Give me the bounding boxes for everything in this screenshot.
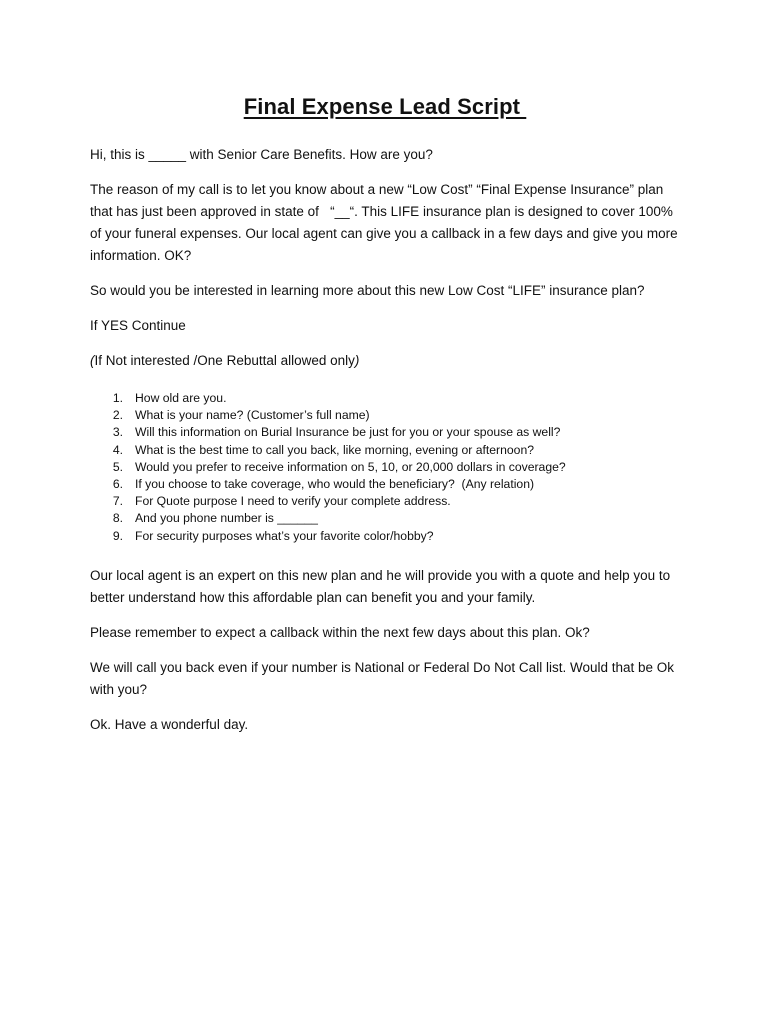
document-title: Final Expense Lead Script <box>243 94 527 119</box>
agent-expert-paragraph: Our local agent is an expert on this new plan and he will provide you with a quote and help you to better understand how this affordable plan can benefit you and your family. <box>90 567 671 605</box>
rebuttal-close-paren: ) <box>354 353 360 368</box>
rebuttal-open-paren: ( <box>90 353 95 368</box>
list-item-text: What is the best time to call you back, like morning, evening or afternoon? <box>135 442 535 457</box>
reason-paragraph: The reason of my call is to let you know about a new “Low Cost” “Final Expense Insurance” plan that has just been approved in state of “__“. This LIFE insurance plan is designed to cover 100% of your funeral expenses. Our local agent can give you a callback in a few days and give you more information. OK? <box>90 182 678 263</box>
list-item-text: What is your name? (Customer’s full name) <box>135 408 370 423</box>
list-item-number: 2. <box>112 408 123 423</box>
if-yes-instruction: If YES Continue <box>90 318 186 333</box>
list-item-text: If you choose to take coverage, who would the beneficiary? (Any relation) <box>135 477 535 492</box>
callback-reminder-paragraph: Please remember to expect a callback within the next few days about this plan. Ok? <box>90 624 590 640</box>
list-item-number: 3. <box>112 425 123 440</box>
list-item <box>90 424 680 441</box>
list-item-number: 8. <box>112 511 123 526</box>
list-item-text: Would you prefer to receive information on 5, 10, or 20,000 dollars in coverage? <box>135 459 566 474</box>
list-item-number: 1. <box>112 391 123 405</box>
closing-paragraph: Ok. Have a wonderful day. <box>90 716 249 732</box>
questions-list <box>90 390 680 545</box>
list-item <box>90 476 680 493</box>
list-item-text: Will this information on Burial Insurance be just for you or your spouse as well? <box>135 425 561 440</box>
list-item-number: 9. <box>112 528 123 543</box>
list-item-text: And you phone number is ______ <box>135 511 318 526</box>
list-item <box>90 528 680 545</box>
list-item <box>90 390 680 407</box>
list-item-number: 5. <box>112 459 123 474</box>
list-item <box>90 459 680 476</box>
list-item-text: For security purposes what’s your favorite color/hobby? <box>135 528 434 543</box>
list-item-number: 4. <box>112 442 123 457</box>
list-item <box>90 493 680 510</box>
list-item <box>90 510 680 527</box>
document-page <box>90 94 680 749</box>
list-item-text: How old are you. <box>135 391 227 405</box>
list-item-text: For Quote purpose I need to verify your complete address. <box>135 494 451 509</box>
rebuttal-text: If Not interested /One Rebuttal allowed only <box>94 353 355 368</box>
interest-question-paragraph: So would you be interested in learning more about this new Low Cost “LIFE” insurance plan? <box>90 283 645 298</box>
list-item-number: 6. <box>112 477 123 492</box>
list-item <box>90 442 680 459</box>
dnc-notice-paragraph: We will call you back even if your number is National or Federal Do Not Call list. Would that be Ok with you? <box>90 659 675 697</box>
rebuttal-instruction <box>90 350 680 372</box>
greeting-paragraph: Hi, this is _____ with Senior Care Benefits. How are you? <box>90 147 433 162</box>
list-item <box>90 407 680 424</box>
list-item-number: 7. <box>112 494 123 509</box>
